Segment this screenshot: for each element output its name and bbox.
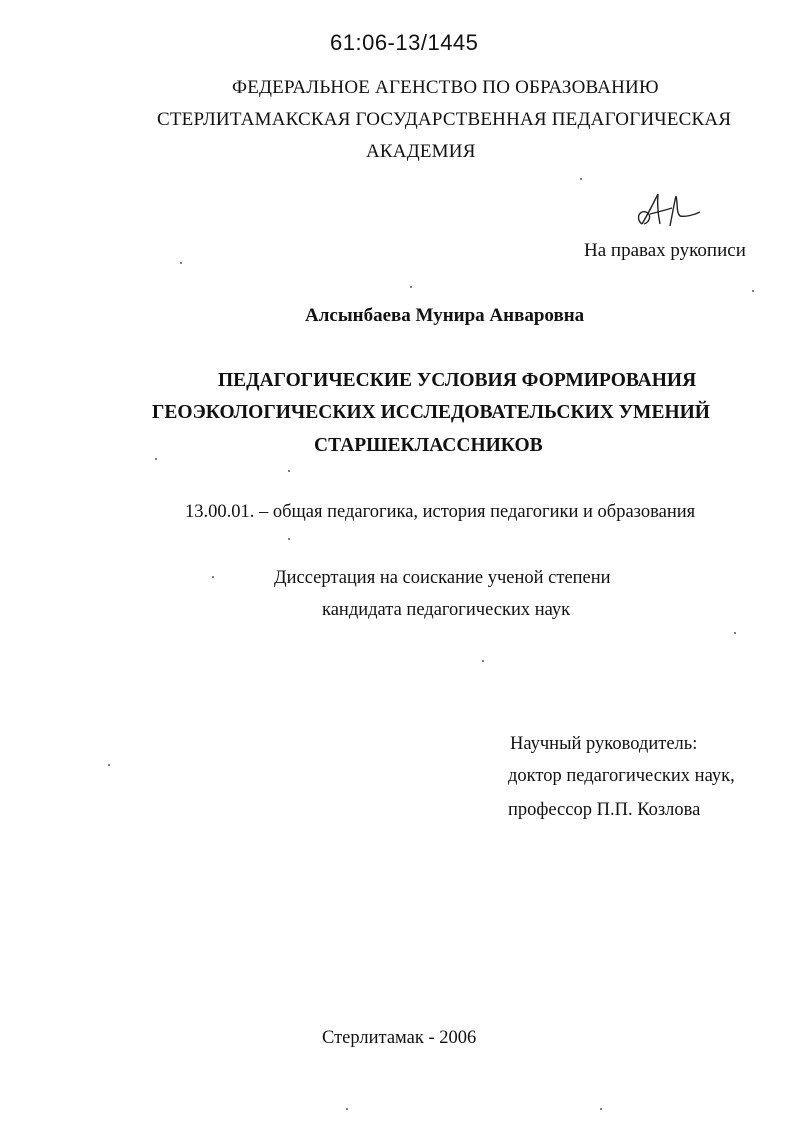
title-line-3: СТАРШЕКЛАССНИКОВ	[314, 435, 543, 456]
title-line-2: ГЕОЭКОЛОГИЧЕСКИХ ИССЛЕДОВАТЕЛЬСКИХ УМЕНИЙ	[152, 402, 710, 423]
scan-speck	[600, 1108, 602, 1110]
manuscript-note: На правах рукописи	[584, 240, 746, 261]
scan-speck	[580, 178, 582, 180]
catalog-number: 61:06-13/1445	[330, 30, 479, 55]
scan-speck	[410, 286, 412, 288]
author-name: Алсынбаева Мунира Анваровна	[305, 305, 585, 326]
dissertation-line-2: кандидата педагогических наук	[322, 600, 571, 620]
scan-speck	[482, 660, 484, 662]
scan-speck	[155, 458, 157, 460]
supervisor-line-3: профессор П.П. Козлова	[508, 800, 701, 820]
dissertation-line-1: Диссертация на соискание ученой степени	[274, 568, 611, 588]
agency-line-2: СТЕРЛИТАМАКСКАЯ ГОСУДАРСТВЕННАЯ ПЕДАГОГИЧЕСКАЯ	[157, 109, 732, 130]
city-year: Стерлитамак - 2006	[322, 1028, 477, 1048]
title-line-1: ПЕДАГОГИЧЕСКИЕ УСЛОВИЯ ФОРМИРОВАНИЯ	[218, 370, 697, 391]
scan-speck	[180, 262, 182, 264]
scan-speck	[346, 1108, 348, 1110]
scan-speck	[288, 538, 290, 540]
signature-mark	[628, 190, 704, 240]
scan-speck	[108, 764, 110, 766]
specialty-code: 13.00.01. – общая педагогика, история педагогики и образования	[185, 502, 696, 522]
scan-speck	[752, 290, 754, 292]
agency-line-1: ФЕДЕРАЛЬНОЕ АГЕНСТВО ПО ОБРАЗОВАНИЮ	[232, 77, 659, 98]
agency-line-3: АКАДЕМИЯ	[366, 141, 476, 162]
scan-speck	[734, 632, 736, 634]
supervisor-line-1: Научный руководитель:	[510, 734, 698, 754]
supervisor-line-2: доктор педагогических наук,	[508, 766, 735, 786]
scan-speck	[288, 470, 290, 472]
scan-speck	[212, 576, 214, 578]
